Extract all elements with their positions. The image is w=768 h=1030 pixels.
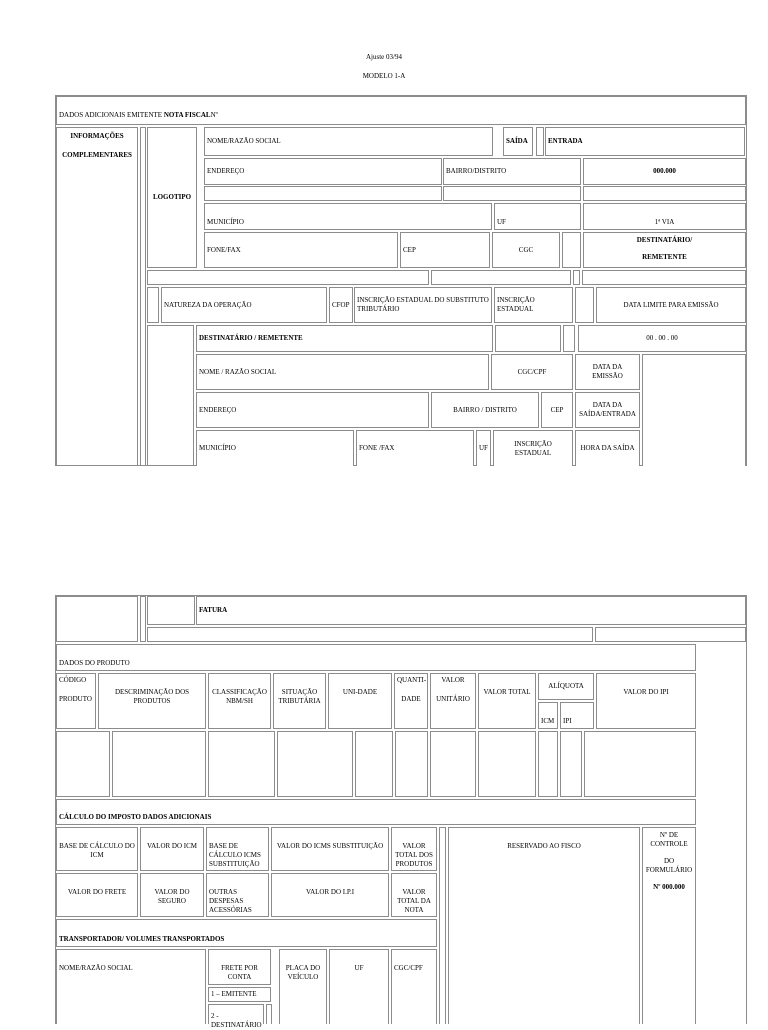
ajuste-label: Ajuste 03/94 xyxy=(366,53,402,61)
cgc-label: CGC xyxy=(518,245,534,254)
divider-col xyxy=(140,127,146,466)
municipio-label: MUNICÍPIO xyxy=(207,218,244,226)
valor-icm-label: VALOR DO ICM xyxy=(146,842,198,850)
valor-total-produtos-cell xyxy=(391,827,437,871)
uf2-label: UF xyxy=(479,444,488,452)
quanti-label: QUANTI- xyxy=(397,676,427,684)
info-line2: COMPLEMENTARES xyxy=(62,151,132,159)
cep-label: CEP xyxy=(403,245,416,254)
reservado-label: RESERVADO AO FISCO xyxy=(507,842,581,850)
frete-conta-label: FRETE POR CONTA xyxy=(221,964,258,981)
valor-total-cell xyxy=(478,673,536,729)
hora-saida-label: HORA DA SAÍDA xyxy=(580,444,635,452)
municipio2-label: MUNICÍPIO xyxy=(199,444,236,452)
reservado-cell xyxy=(448,827,640,1024)
blank-cell xyxy=(563,325,575,352)
blank-cell xyxy=(595,627,746,642)
endereco2-cell xyxy=(196,392,429,428)
product-row-cell xyxy=(430,731,476,797)
outras-despesas-cell xyxy=(206,873,269,917)
numero-symbol: Nº xyxy=(210,111,218,119)
blank-cell xyxy=(642,354,746,466)
modelo-label: MODELO 1-A xyxy=(362,72,406,80)
destinatario-opt-cell xyxy=(208,1004,264,1029)
situacao-label: SITUAÇÃO TRIBUTÁRIA xyxy=(278,688,321,705)
placa-cell xyxy=(279,949,327,1024)
via-label: 1ª VIA xyxy=(654,218,675,226)
bairro-label: BAIRRO/DISTRITO xyxy=(446,167,507,175)
descricao-label: DESCRIMINAÇÃO DOS PRODUTOS xyxy=(114,688,190,705)
logotipo-label: LOGOTIPO xyxy=(152,193,192,201)
ie-cell xyxy=(494,287,573,323)
transportador-title-cell xyxy=(56,919,437,947)
cgc-cell xyxy=(492,232,560,268)
blank-cell xyxy=(147,325,194,466)
entrada-label: ENTRADA xyxy=(548,137,583,145)
transp-uf-cell xyxy=(329,949,389,1024)
transp-cgc-cell xyxy=(391,949,437,1024)
valor-unitario-cell xyxy=(430,673,476,729)
municipio-cell xyxy=(204,203,492,230)
valor-seguro-label: VALOR DO SEGURO xyxy=(154,888,190,905)
fone-fax-label: FONE/FAX xyxy=(207,245,241,254)
data-valor: 00 . 00 . 00 xyxy=(646,334,678,342)
uf-label: UF xyxy=(497,218,506,226)
unidade-label: UNI-DADE xyxy=(342,688,378,696)
blank-cell xyxy=(147,270,429,285)
blank-cell xyxy=(147,596,195,625)
icm-cell xyxy=(538,702,558,729)
unidade-cell xyxy=(328,673,392,729)
municipio2-cell xyxy=(196,430,354,466)
hora-saida-cell xyxy=(575,430,640,466)
blank-cell xyxy=(140,596,146,642)
codigo-cell xyxy=(56,673,96,729)
base-icm-label: BASE DE CÁLCULO DO ICM xyxy=(59,842,135,859)
cfop-label: CFOP xyxy=(332,300,350,309)
endereco2-label: ENDEREÇO xyxy=(199,405,237,414)
product-row-cell xyxy=(56,731,110,797)
descricao-cell xyxy=(98,673,206,729)
icm-label: ICM xyxy=(541,717,555,725)
controle-cell xyxy=(642,827,696,1024)
transp-cgc-label: CGC/CPF xyxy=(394,964,423,972)
bairro-cell xyxy=(443,158,581,185)
controle-numero: Nº 000.000 xyxy=(653,883,685,891)
entrada-cell xyxy=(545,127,745,156)
dest-rem-title-cell xyxy=(196,325,493,352)
data-limite-cell xyxy=(596,287,746,323)
blank-cell xyxy=(575,287,594,323)
valor-frete-label: VALOR DO FRETE xyxy=(67,888,127,896)
dade-label: DADE xyxy=(401,695,421,703)
logotipo xyxy=(147,127,197,268)
blank-cell xyxy=(147,627,593,642)
valor-total-label: VALOR TOTAL xyxy=(483,688,531,696)
outras-despesas-label: OUTRAS DESPESAS ACESSÓRIAS xyxy=(209,888,252,914)
valor-total-nota-cell xyxy=(391,873,437,917)
cgc-cpf-cell xyxy=(491,354,573,390)
valor-ipi2-label: VALOR DO I.P.I xyxy=(305,888,355,896)
produto-label: PRODUTO xyxy=(59,695,92,703)
data-saida-label: DATA DA SAÍDA/ENTRADA xyxy=(579,401,636,418)
blank-cell xyxy=(573,270,580,285)
base-icms-sub-cell xyxy=(206,827,269,871)
blank-cell xyxy=(495,325,561,352)
ipi-label: IPI xyxy=(563,717,572,725)
dest-rem-title: DESTINATÁRIO / REMETENTE xyxy=(199,334,303,342)
product-row-cell xyxy=(355,731,393,797)
uf2-cell xyxy=(476,430,491,466)
endereco-label: ENDEREÇO xyxy=(207,167,245,175)
dados-produto-cell xyxy=(56,644,696,671)
codigo-label: CÓDIGO xyxy=(59,676,87,684)
valor-ipi-label: VALOR DO IPI xyxy=(623,688,669,696)
cep-cell xyxy=(400,232,490,268)
blank-cell xyxy=(439,827,446,1024)
cgc-cpf-label: CGC/CPF xyxy=(517,367,547,376)
aliquota-label: ALÍQUOTA xyxy=(548,682,584,690)
quantidade-cell xyxy=(394,673,428,729)
ie-substituto-cell xyxy=(354,287,492,323)
valor-total-nota-label: VALOR TOTAL DA NOTA xyxy=(397,888,431,914)
saida-label: SAÍDA xyxy=(506,137,528,145)
data-emissao-cell xyxy=(575,354,640,390)
calculo-title-cell xyxy=(56,799,696,825)
controle-line1: Nº DE CONTROLE xyxy=(650,831,688,848)
info-line1: INFORMAÇÕES xyxy=(70,132,124,140)
blank-cell xyxy=(582,270,746,285)
valor-ipi-cell xyxy=(596,673,696,729)
valor-total-produtos-label: VALOR TOTAL DOS PRODUTOS xyxy=(395,842,433,868)
classificacao-label: CLASSIFICAÇÃO NBM/SH xyxy=(212,688,267,705)
natureza-label: NATUREZA DA OPERAÇÃO xyxy=(164,300,252,309)
blank-cell xyxy=(583,186,746,201)
data-limite-label: DATA LIMITE PARA EMISSÃO xyxy=(623,300,719,309)
blank-cell xyxy=(147,287,159,323)
product-row-cell xyxy=(112,731,206,797)
product-row-cell xyxy=(560,731,582,797)
bairro2-label: BAIRRO / DISTRITO xyxy=(453,405,517,414)
nome-razao2-cell xyxy=(196,354,489,390)
numero-label: 000.000 xyxy=(653,167,676,175)
blank-cell xyxy=(562,232,581,268)
valor-seguro-cell xyxy=(140,873,204,917)
data-valor-cell xyxy=(578,325,746,352)
blank-cell xyxy=(56,596,138,642)
destinatario-opt-label: 2 - DESTINATÁRIO xyxy=(211,1012,262,1029)
unitario-label: UNITÁRIO xyxy=(436,695,470,703)
valor-icms-sub-cell xyxy=(271,827,389,871)
valor-icm-cell xyxy=(140,827,204,871)
transportador-title: TRANSPORTADOR/ VOLUMES TRANSPORTADOS xyxy=(59,935,225,943)
fatura-label: FATURA xyxy=(199,606,228,614)
transp-uf-label: UF xyxy=(354,964,364,972)
transp-nome-label: NOME/RAZÃO SOCIAL xyxy=(59,964,133,972)
product-row-cell xyxy=(478,731,536,797)
fone-fax2-label: FONE /FAX xyxy=(359,444,395,452)
destinatario-cell xyxy=(583,232,746,268)
cep2-cell xyxy=(541,392,573,428)
fone-fax2-cell xyxy=(356,430,474,466)
fone-fax-cell xyxy=(204,232,398,268)
dados-adicionais-header xyxy=(56,96,746,125)
via-cell xyxy=(583,203,746,230)
bairro2-cell xyxy=(431,392,539,428)
blank-cell xyxy=(204,186,442,201)
product-row-cell xyxy=(538,731,558,797)
transp-nome-cell xyxy=(56,949,206,1024)
frete-conta-cell xyxy=(208,949,271,985)
dados-produto-label: DADOS DO PRODUTO xyxy=(59,659,130,667)
valor-label: VALOR xyxy=(441,676,465,684)
fatura-cell xyxy=(196,596,746,625)
aliquota-cell xyxy=(538,673,594,700)
product-row-cell xyxy=(277,731,353,797)
endereco-cell xyxy=(204,158,442,185)
natureza-cell xyxy=(161,287,327,323)
product-row-cell xyxy=(208,731,275,797)
nota-fiscal-label: NOTA FISCAL xyxy=(163,111,211,119)
blank-cell xyxy=(266,1004,272,1024)
nome-razao-cell xyxy=(204,127,493,156)
uf-cell xyxy=(494,203,581,230)
classificacao-cell xyxy=(208,673,271,729)
emitente-label: 1 – EMITENTE xyxy=(211,990,257,998)
checkbox-cell xyxy=(536,127,544,156)
base-icm-cell xyxy=(56,827,138,871)
dados-adicionais-label: DADOS ADICIONAIS EMITENTE xyxy=(59,111,163,119)
nome-razao2-label: NOME / RAZÃO SOCIAL xyxy=(199,367,277,376)
placa-label: PLACA DO VEÍCULO xyxy=(285,964,321,981)
ipi-cell xyxy=(560,702,594,729)
calculo-title: CÁLCULO DO IMPOSTO DADOS ADICIONAIS xyxy=(59,813,212,821)
destinatario-line1: DESTINATÁRIO/ xyxy=(636,236,693,244)
valor-ipi2-cell xyxy=(271,873,389,917)
blank-cell xyxy=(431,270,571,285)
product-row-cell xyxy=(395,731,428,797)
numero-cell xyxy=(583,158,746,185)
base-icms-sub-label: BASE DE CÁLCULO ICMS SUBSTITUIÇÃO xyxy=(209,842,261,868)
data-saida-cell xyxy=(575,392,640,428)
informacoes-complementares xyxy=(56,127,138,466)
ie2-label: INSCRIÇÃO ESTADUAL xyxy=(514,439,552,457)
data-emissao-label: DATA DA EMISSÃO xyxy=(592,363,623,380)
product-row-cell xyxy=(584,731,696,797)
ie2-cell xyxy=(493,430,573,466)
situacao-cell xyxy=(273,673,326,729)
emitente-cell xyxy=(208,987,271,1002)
controle-line2: DO FORMULÁRIO xyxy=(645,857,693,874)
cep2-label: CEP xyxy=(550,405,564,414)
nome-razao-label: NOME/RAZÃO SOCIAL xyxy=(207,137,281,145)
ie-substituto-label: INSCRIÇÃO ESTADUAL DO SUBSTITUTO TRIBUTÁRIO xyxy=(357,296,489,313)
valor-icms-sub-label: VALOR DO ICMS SUBSTITUIÇÃO xyxy=(276,842,384,850)
blank-cell xyxy=(443,186,581,201)
destinatario-line2: REMETENTE xyxy=(642,253,687,261)
valor-frete-cell xyxy=(56,873,138,917)
cfop-cell xyxy=(329,287,353,323)
saida-cell xyxy=(503,127,533,156)
ie-label: INSCRIÇÃO ESTADUAL xyxy=(497,296,535,313)
